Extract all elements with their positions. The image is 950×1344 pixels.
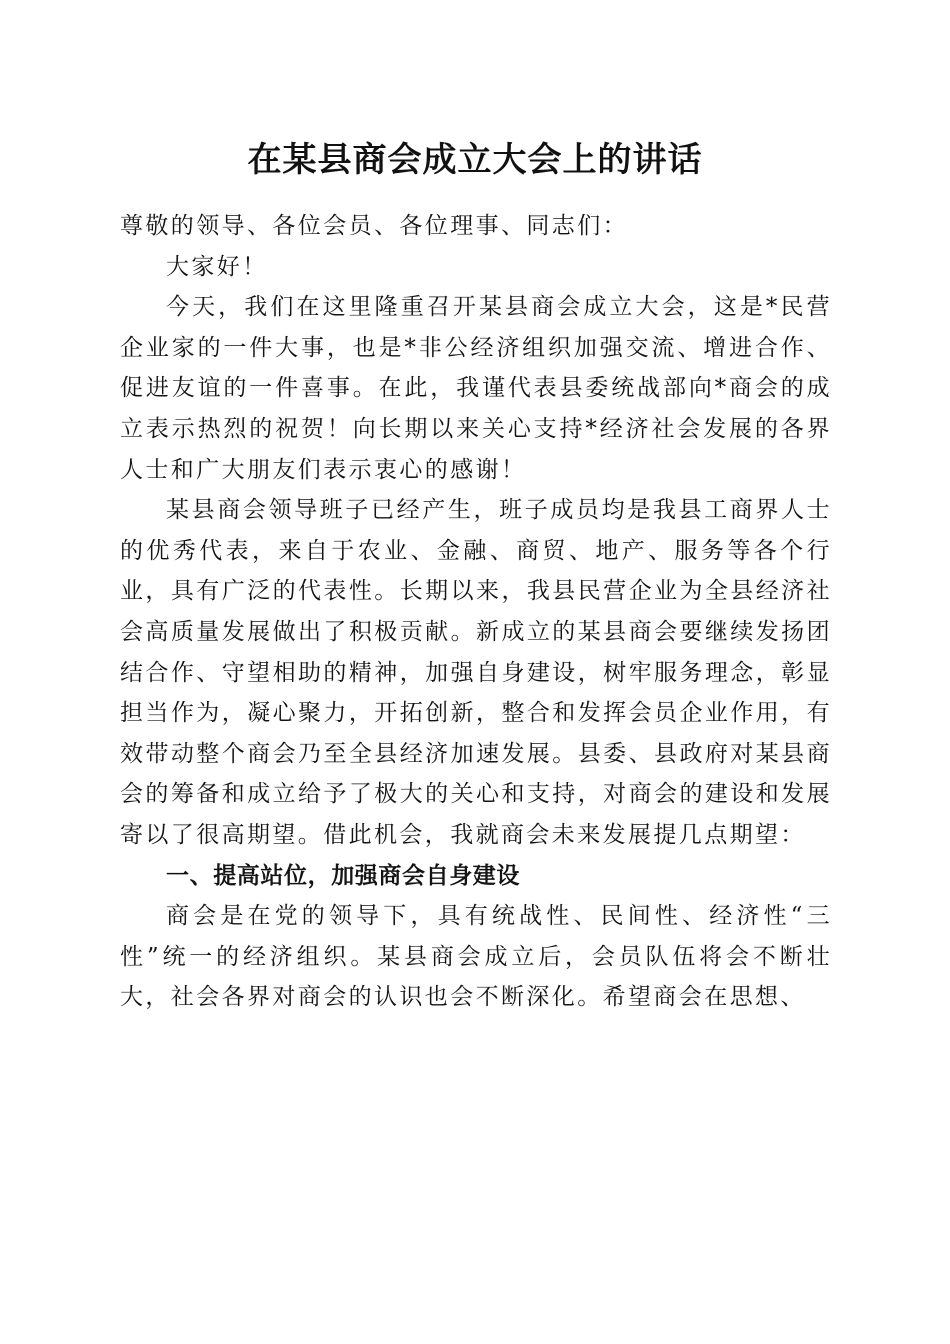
paragraph-opening: 今天，我们在这里隆重召开某县商会成立大会，这是*民营企业家的一件大事，也是*非公经济组织加强交流、增进合作、促进友谊的一件喜事。在此，我谨代表县委统战部向*商会的成立表示热烈的祝贺！向长期以来关心支持*经济社会发展的各界人士和广大朋友们表示衷心的感谢！	[120, 294, 832, 483]
document-title: 在某县商会成立大会上的讲话	[247, 140, 703, 180]
document-body	[120, 206, 832, 1018]
salutation: 尊敬的领导、各位会员、各位理事、同志们：	[120, 213, 628, 239]
section-paragraph: 商会是在党的领导下，具有统战性、民间性、经济性“三性”统一的经济组织。某县商会成立后，会员队伍将会不断壮大，社会各界对商会的认识也会不断深化。希望商会在思想、	[120, 903, 832, 1011]
paragraph-leadership: 某县商会领导班子已经产生，班子成员均是我县工商界人士的优秀代表，来自于农业、金融、商贸、地产、服务等各个行业，具有广泛的代表性。长期以来，我县民营企业为全县经济社会高质量发展做出了积极贡献。新成立的某县商会要继续发扬团结合作、守望相助的精神，加强自身建设，树牢服务理念，彰显担当作为，凝心聚力，开拓创新，整合和发挥会员企业作用，有效带动整个商会乃至全县经济加速发展。县委、县政府对某县商会的筹备和成立给予了极大的关心和支持，对商会的建设和发展寄以了很高期望。借此机会，我就商会未来发展提几点期望：	[120, 497, 832, 848]
section-heading: 一、提高站位，加强商会自身建设	[166, 862, 520, 889]
greeting: 大家好！	[166, 253, 268, 280]
